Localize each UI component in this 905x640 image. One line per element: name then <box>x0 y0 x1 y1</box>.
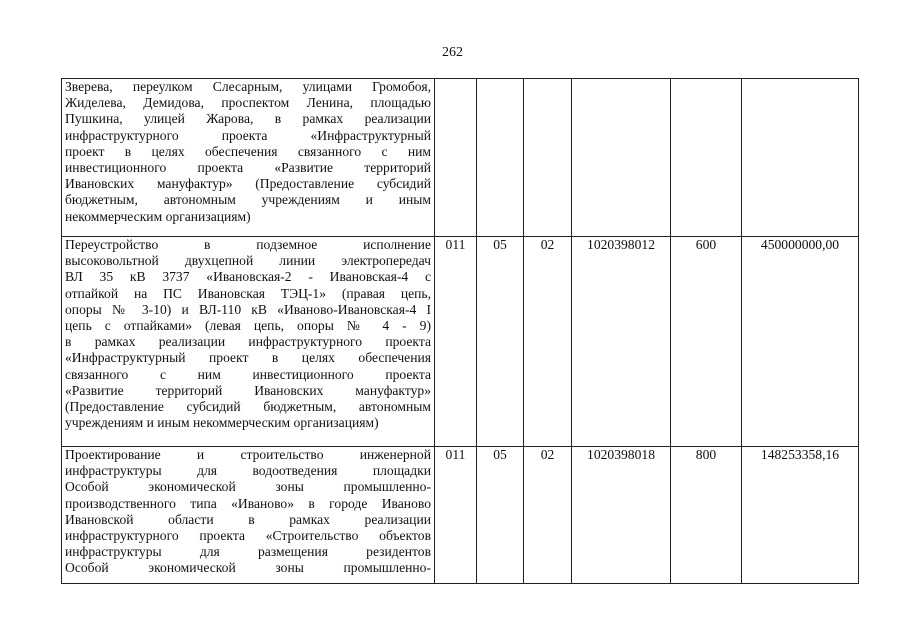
description-line: ВЛ 35 кВ 3737 «Ивановская-2 - Ивановская-4 с <box>65 269 431 285</box>
subsection-code-cell <box>524 79 572 237</box>
expense-type-cell <box>671 79 742 237</box>
description-line: опоры № 3-10) и ВЛ-110 кВ «Иваново-Ивановская-4 I <box>65 301 431 317</box>
target-article-cell: 1020398018 <box>572 447 671 584</box>
row-description <box>62 447 435 584</box>
description-line: инфраструктурного проекта «Инфраструктурный <box>65 127 431 143</box>
description-line: инфраструктуры для размещения резидентов <box>65 544 431 560</box>
table-row <box>62 79 859 237</box>
description-line: в рамках реализации инфраструктурного проекта <box>65 334 431 350</box>
description-line: Ивановской области в рамках реализации <box>65 511 431 527</box>
description-line: Ивановских мануфактур» (Предоставление субсидий <box>65 176 431 192</box>
expense-type-cell: 800 <box>671 447 742 584</box>
description-line: Особой экономической зоны промышленно- <box>65 560 431 576</box>
subsection-code-cell: 02 <box>524 447 572 584</box>
target-article-cell <box>572 79 671 237</box>
section-code-cell <box>477 79 524 237</box>
amount-cell <box>742 79 859 237</box>
description-line: (Предоставление субсидий бюджетным, автономным <box>65 399 431 415</box>
section-code-cell: 05 <box>477 237 524 447</box>
description-line: бюджетным, автономным учреждениям и иным <box>65 192 431 208</box>
ministry-code-cell <box>435 79 477 237</box>
ministry-code-cell: 011 <box>435 237 477 447</box>
table-row <box>62 447 859 584</box>
description-line: Пушкина, улицей Жарова, в рамках реализации <box>65 111 431 127</box>
description-line: связанного с ним инвестиционного проекта <box>65 366 431 382</box>
ministry-code-cell: 011 <box>435 447 477 584</box>
description-line: Зверева, переулком Слесарным, улицами Громобоя, <box>65 79 431 94</box>
description-line: инвестиционного проекта «Развитие территорий <box>65 160 431 176</box>
target-article-cell: 1020398012 <box>572 237 671 447</box>
description-line: Переустройство в подземное исполнение <box>65 237 431 252</box>
row-description <box>62 79 435 237</box>
subsection-code-cell: 02 <box>524 237 572 447</box>
description-line: некоммерческим организациям) <box>65 208 251 224</box>
amount-cell: 148253358,16 <box>742 447 859 584</box>
description-line: Проектирование и строительство инженерной <box>65 447 431 462</box>
description-line: инфраструктурного проекта «Строительство объектов <box>65 528 431 544</box>
description-line: «Инфраструктурный проект в целях обеспечения <box>65 350 431 366</box>
description-line: высоковольтной двухцепной линии электропередач <box>65 253 431 269</box>
amount-cell: 450000000,00 <box>742 237 859 447</box>
description-line: инфраструктуры для водоотведения площадки <box>65 463 431 479</box>
description-line: Особой экономической зоны промышленно- <box>65 479 431 495</box>
expense-type-cell: 600 <box>671 237 742 447</box>
section-code-cell: 05 <box>477 447 524 584</box>
description-line: отпайкой на ПС Ивановская ТЭЦ-1» (правая цепь, <box>65 285 431 301</box>
description-line: проект в целях обеспечения связанного с ним <box>65 143 431 159</box>
row-description <box>62 237 435 447</box>
description-line: учреждениям и иным некоммерческим организациям) <box>65 415 379 431</box>
page-number: 262 <box>442 45 463 60</box>
table-row <box>62 237 859 447</box>
description-line: «Развитие территорий Ивановских мануфактур» <box>65 382 431 398</box>
description-line: Жиделева, Демидова, проспектом Ленина, площадью <box>65 95 431 111</box>
description-line: цепь с отпайками» (левая цепь, опоры № 4 - 9) <box>65 318 431 334</box>
budget-table <box>61 78 859 584</box>
description-line: производственного типа «Иваново» в городе Иваново <box>65 495 431 511</box>
